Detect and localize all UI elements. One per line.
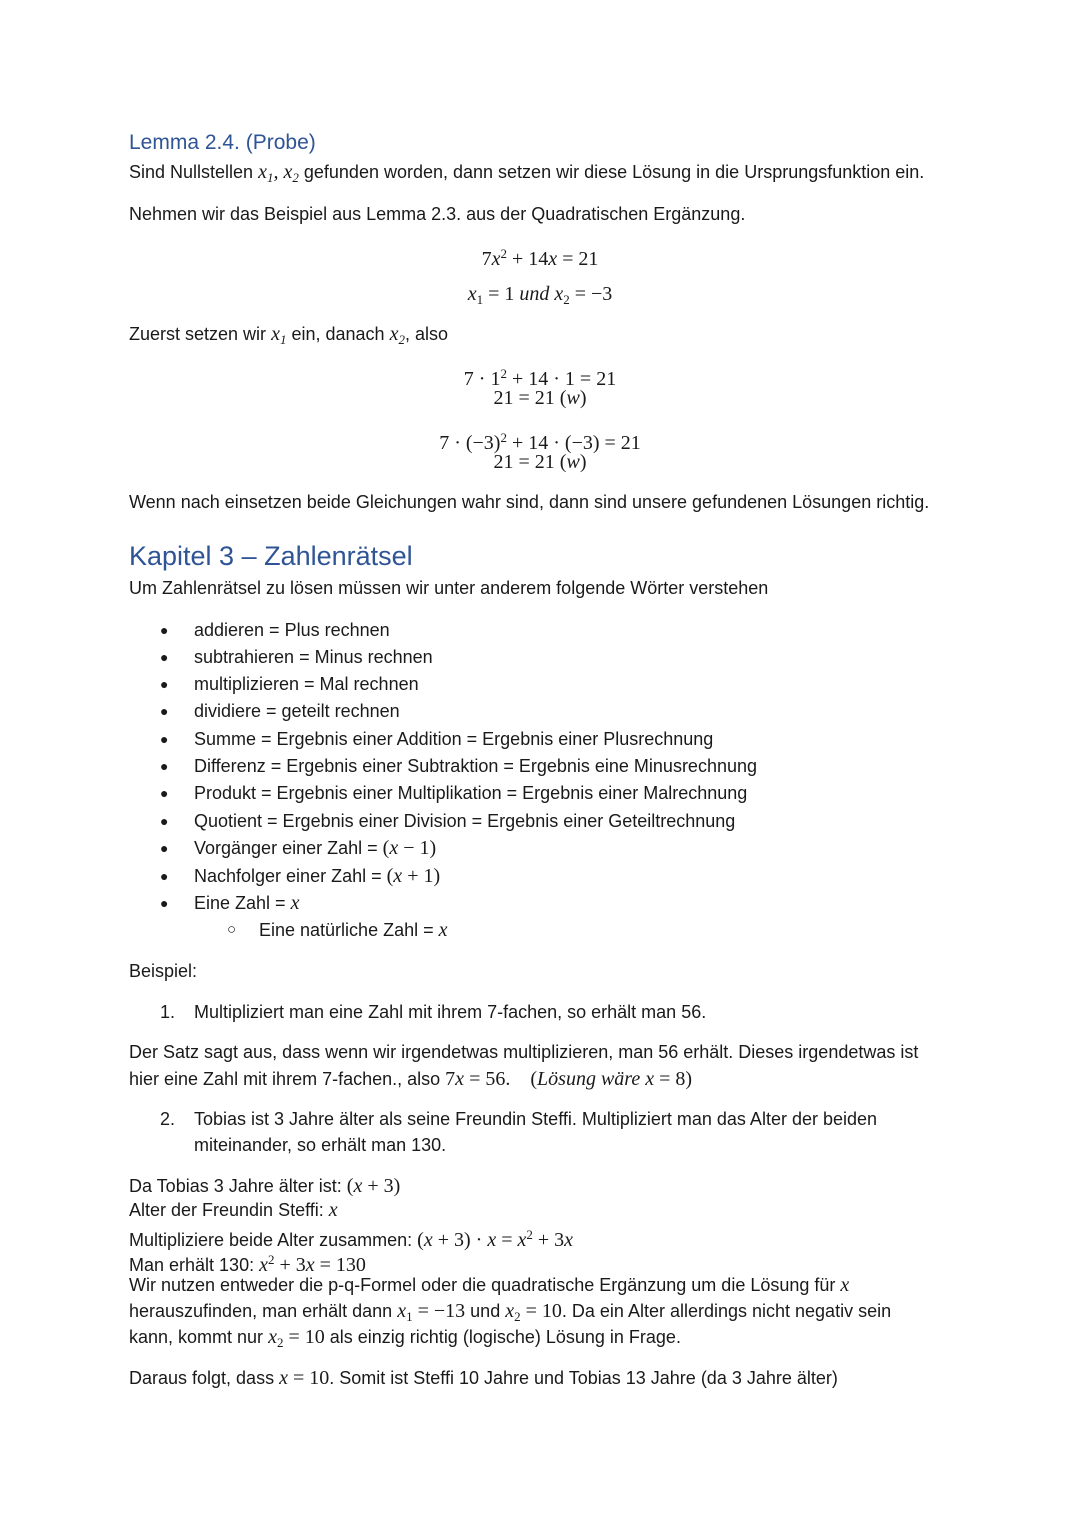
- list-item: subtrahieren = Minus rechnen: [194, 647, 433, 667]
- equation-roots: $x_1 = 1$ und $x_2 = -3$: [467, 283, 613, 307]
- equation-quadratic: $7x^2 + 14x = 21$: [481, 246, 599, 270]
- sub-bullet-circle: ○: [227, 921, 237, 938]
- solution-line-4: Man erhält 130: $x^2 + 3x = 130$: [129, 1252, 366, 1276]
- list-item: Produkt = Ergebnis einer Multiplikation = Ergebnis einer Malrechnung: [194, 783, 748, 803]
- chapter-heading: Kapitel 3 – Zahlenrätsel: [129, 541, 413, 571]
- bullet-dot: ●: [160, 649, 169, 665]
- example-2-text-line1: Tobias ist 3 Jahre älter als seine Freundin Steffi. Multipliziert man das Alter der beiden: [194, 1109, 878, 1129]
- bullet-dot: ●: [160, 703, 169, 719]
- bullet-dot: ●: [160, 895, 169, 911]
- equation-check-1: $7 \cdot 1^2 + 14 \cdot 1 = 21$: [463, 366, 617, 390]
- equation-check-2: $7 \cdot (-3)^2 + 14 \cdot (-3) = 21$: [439, 430, 641, 454]
- paragraph-beispiel-intro: Nehmen wir das Beispiel aus Lemma 2.3. aus der Quadratischen Ergänzung.: [129, 204, 746, 224]
- list-item: Eine Zahl = x: [194, 892, 300, 914]
- list-item: Quotient = Ergebnis einer Division = Ergebnis einer Geteiltrechnung: [194, 811, 736, 831]
- paragraph-conclusion: Wenn nach einsetzen beide Gleichungen wahr sind, dann sind unsere gefundenen Lösungen richtig.: [129, 492, 930, 512]
- example-1-number: 1.: [160, 1002, 176, 1022]
- solution-line-7: kann, kommt nur $x_2 = 10$ als einzig richtig (logische) Lösung in Frage.: [129, 1326, 681, 1350]
- lemma-heading: Lemma 2.4. (Probe): [129, 131, 316, 154]
- beispiel-label: Beispiel:: [129, 961, 198, 981]
- list-item: Summe = Ergebnis einer Addition = Ergebnis einer Plusrechnung: [194, 729, 714, 749]
- bullet-dot: ●: [160, 813, 169, 829]
- solution-line-3: Multipliziere beide Alter zusammen: $(x + 3) \cdot x = x^2 + 3x$: [129, 1227, 574, 1251]
- solution-line-5: Wir nutzen entweder die p-q-Formel oder die quadratische Ergänzung um die Lösung für x: [129, 1274, 850, 1296]
- solution-line-1: Da Tobias 3 Jahre älter ist: (x + 3): [129, 1175, 401, 1197]
- example-1-explanation-line2: hier eine Zahl mit ihrem 7-fachen., also 7x = 56. (Lösung wäre x = 8): [129, 1068, 693, 1090]
- list-item: Vorgänger einer Zahl = (x − 1): [194, 837, 437, 859]
- list-item: Nachfolger einer Zahl = (x + 1): [194, 865, 441, 887]
- example-2-number: 2.: [160, 1109, 176, 1129]
- bullet-dot: ●: [160, 731, 169, 747]
- list-item: addieren = Plus rechnen: [194, 620, 390, 640]
- final-conclusion: Daraus folgt, dass x = 10. Somit ist Steffi 10 Jahre und Tobias 13 Jahre (da 3 Jahre älter): [129, 1367, 838, 1389]
- solution-line-6: herauszufinden, man erhält dann $x_1 = -13$ und $x_2 = 10$. Da ein Alter allerdings nicht negativ sein: [129, 1300, 892, 1324]
- bullet-dot: ●: [160, 676, 169, 692]
- example-1-explanation-line1: Der Satz sagt aus, dass wenn wir irgendetwas multiplizieren, man 56 erhält. Dieses irgendetwas ist: [129, 1042, 919, 1062]
- chapter-intro: Um Zahlenrätsel zu lösen müssen wir unter anderem folgende Wörter verstehen: [129, 578, 769, 598]
- list-item: Differenz = Ergebnis einer Subtraktion = Ergebnis eine Minusrechnung: [194, 756, 758, 776]
- paragraph-nullstellen: Sind Nullstellen $x_1$, $x_2$ gefunden worden, dann setzen wir diese Lösung in die Ursprungsfunktion ein.: [129, 161, 925, 185]
- bullet-dot: ●: [160, 840, 169, 856]
- list-item: multiplizieren = Mal rechnen: [194, 674, 419, 694]
- bullet-dot: ●: [160, 868, 169, 884]
- example-1-text: Multipliziert man eine Zahl mit ihrem 7-fachen, so erhält man 56.: [194, 1002, 707, 1022]
- bullet-dot: ●: [160, 622, 169, 638]
- sub-list-item: Eine natürliche Zahl = x: [259, 919, 448, 941]
- paragraph-einsetzen: Zuerst setzen wir $x_1$ ein, danach $x_2$, also: [129, 323, 448, 347]
- equation-check-2-result: 21 = 21 (w): [493, 451, 587, 473]
- list-item: dividiere = geteilt rechnen: [194, 701, 400, 721]
- bullet-dot: ●: [160, 785, 169, 801]
- example-2-text-line2: miteinander, so erhält man 130.: [194, 1135, 447, 1155]
- solution-line-2: Alter der Freundin Steffi: x: [129, 1199, 338, 1221]
- equation-check-1-result: 21 = 21 (w): [493, 387, 587, 409]
- bullet-dot: ●: [160, 758, 169, 774]
